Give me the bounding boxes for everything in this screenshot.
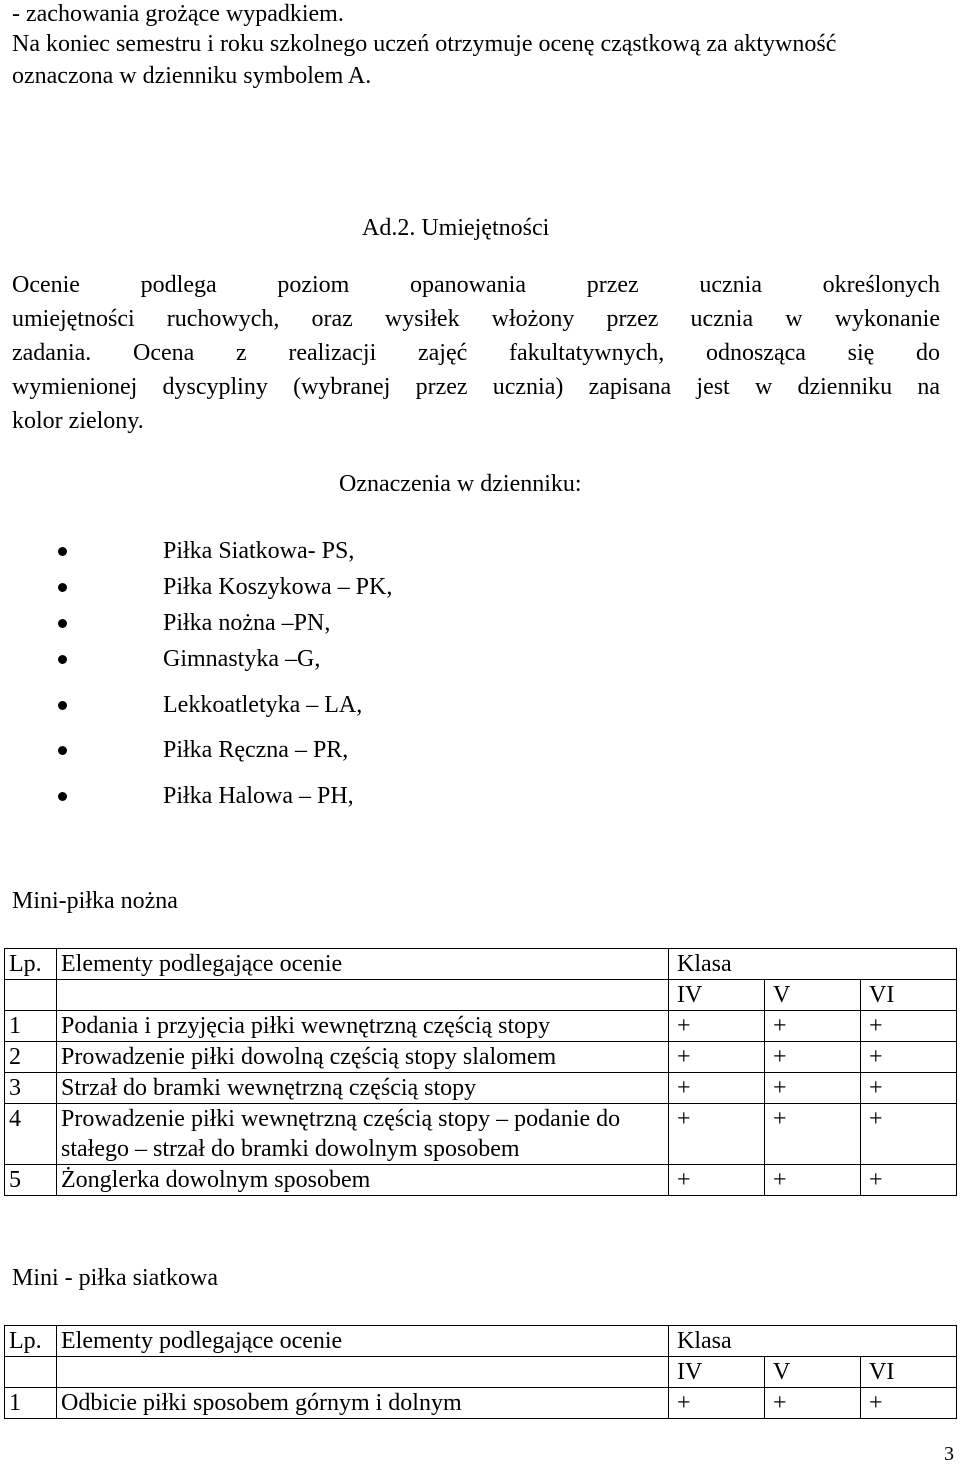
empty-cell: [57, 1357, 669, 1388]
row-lp: 2: [5, 1042, 57, 1073]
row-lp: 3: [5, 1073, 57, 1104]
table-row: [5, 1388, 957, 1419]
row-mark: +: [765, 1388, 861, 1419]
row-text: Żonglerka dowolnym sposobem: [57, 1165, 669, 1196]
row-lp: 4: [5, 1104, 57, 1165]
table-row: [5, 1073, 957, 1104]
row-lp: 1: [5, 1388, 57, 1419]
paragraph-line-5: kolor zielony.: [12, 408, 144, 434]
empty-cell: [5, 980, 57, 1011]
row-mark: +: [861, 1073, 957, 1104]
section-heading: Ad.2. Umiejętności: [362, 215, 550, 241]
bullet-dot: [58, 619, 67, 628]
row-mark: +: [669, 1388, 765, 1419]
row-mark: +: [861, 1011, 957, 1042]
table1-title: Mini-piłka nożna: [12, 888, 178, 914]
header-lp: Lp.: [5, 949, 57, 980]
bullet-dot: [58, 583, 67, 592]
row-text: Prowadzenie piłki wewnętrzną częścią stopy – podanie do stałego – strzał do bramki dowolnym sposobem: [57, 1104, 669, 1165]
legend-item: Piłka Halowa – PH,: [163, 783, 354, 809]
row-text: Odbicie piłki sposobem górnym i dolnym: [57, 1388, 669, 1419]
empty-cell: [5, 1357, 57, 1388]
row-mark: +: [669, 1104, 765, 1165]
legend-item: Piłka nożna –PN,: [163, 610, 331, 636]
row-mark: +: [669, 1073, 765, 1104]
intro-line-2: Na koniec semestru i roku szkolnego uczeń otrzymuje ocenę cząstkową za aktywność: [12, 31, 837, 57]
class-iv: IV: [669, 980, 765, 1011]
table-row: [5, 1104, 957, 1165]
legend-item: Piłka Ręczna – PR,: [163, 737, 349, 763]
table-row: [5, 1011, 957, 1042]
legend-item: Piłka Siatkowa- PS,: [163, 538, 355, 564]
empty-cell: [57, 980, 669, 1011]
legend-item: Lekkoatletyka – LA,: [163, 692, 363, 718]
class-v: V: [765, 1357, 861, 1388]
header-lp: Lp.: [5, 1326, 57, 1357]
paragraph-line-2: umiejętności ruchowych, oraz wysiłek włożony przez ucznia w wykonanie: [12, 306, 940, 332]
row-mark: +: [861, 1165, 957, 1196]
bullet-dot: [58, 547, 67, 556]
row-mark: +: [669, 1165, 765, 1196]
row-mark: +: [861, 1104, 957, 1165]
row-mark: +: [765, 1042, 861, 1073]
row-mark: +: [765, 1011, 861, 1042]
bullet-dot: [58, 655, 67, 664]
bullet-dot: [58, 701, 67, 710]
row-lp: 5: [5, 1165, 57, 1196]
bullet-dot: [58, 792, 67, 801]
table-row: [5, 1165, 957, 1196]
row-mark: +: [669, 1042, 765, 1073]
table-row: [5, 1042, 957, 1073]
header-klasa: Klasa: [669, 949, 957, 980]
row-lp: 1: [5, 1011, 57, 1042]
row-text: Podania i przyjęcia piłki wewnętrzną częścią stopy: [57, 1011, 669, 1042]
row-text: Prowadzenie piłki dowolną częścią stopy slalomem: [57, 1042, 669, 1073]
row-mark: +: [765, 1073, 861, 1104]
class-v: V: [765, 980, 861, 1011]
page-number: 3: [944, 1443, 954, 1465]
class-vi: VI: [861, 1357, 957, 1388]
legend-item: Piłka Koszykowa – PK,: [163, 574, 393, 600]
bullet-dot: [58, 746, 67, 755]
row-mark: +: [765, 1165, 861, 1196]
paragraph-line-3: zadania. Ocena z realizacji zajęć fakultatywnych, odnosząca się do: [12, 340, 940, 366]
legend-item: Gimnastyka –G,: [163, 646, 321, 672]
row-mark: +: [765, 1104, 861, 1165]
row-mark: +: [669, 1011, 765, 1042]
table2-title: Mini - piłka siatkowa: [12, 1265, 218, 1291]
header-klasa: Klasa: [669, 1326, 957, 1357]
intro-line-1: - zachowania grożące wypadkiem.: [12, 1, 344, 27]
legend-title: Oznaczenia w dzienniku:: [339, 471, 582, 497]
class-iv: IV: [669, 1357, 765, 1388]
paragraph-line-1: Ocenie podlega poziom opanowania przez ucznia określonych: [12, 272, 940, 298]
header-elements: Elementy podlegające ocenie: [57, 949, 669, 980]
row-mark: +: [861, 1042, 957, 1073]
intro-line-3: oznaczona w dzienniku symbolem A.: [12, 63, 372, 89]
table-mini-pilka-siatkowa: [4, 1325, 957, 1419]
class-vi: VI: [861, 980, 957, 1011]
row-text: Strzał do bramki wewnętrzną częścią stopy: [57, 1073, 669, 1104]
row-mark: +: [861, 1388, 957, 1419]
paragraph-line-4: wymienionej dyscypliny (wybranej przez ucznia) zapisana jest w dzienniku na: [12, 374, 940, 400]
table-mini-pilka-nozna: [4, 948, 957, 1196]
header-elements: Elementy podlegające ocenie: [57, 1326, 669, 1357]
